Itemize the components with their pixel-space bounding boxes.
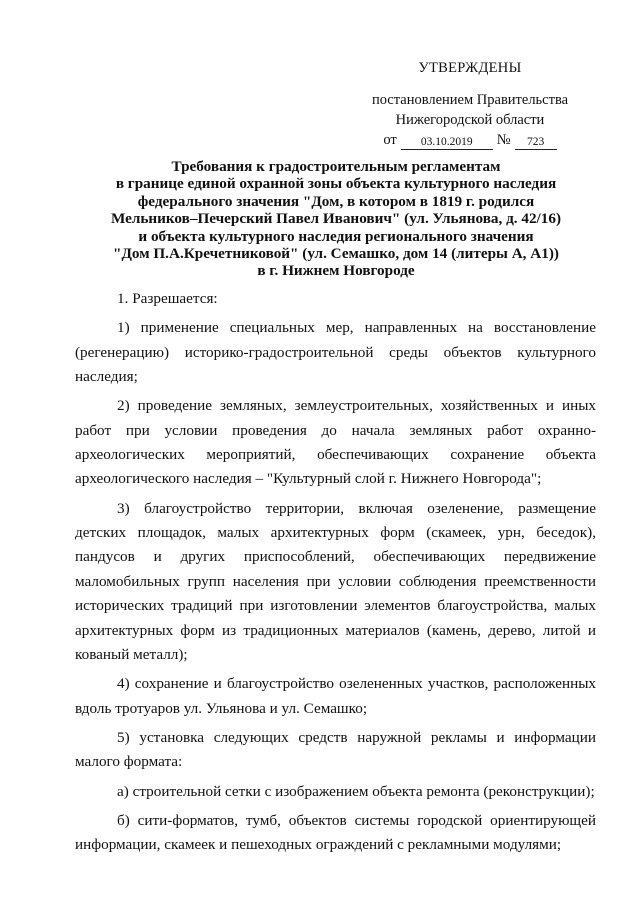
approval-date-row [360, 130, 580, 150]
title-line: в г. Нижнем Новгороде [257, 262, 415, 280]
title-line: Мельников–Печерский Павел Иванович" (ул. Ульянова, д. 42/16) [110, 210, 562, 228]
paragraph-item-4: 4) сохранение и благоустройство озелененных участков, расположенных вдоль тротуаров ул. Ульянова и ул. Семашко; [75, 675, 596, 717]
paragraph-item-3: 3) благоустройство территории, включая озеленение, размещение детских площадок, малых архитектурных форм (скамеек, урн, беседок), пандусов и других приспособлений, обеспечивающих передвижение маломобильных групп населения при условии соблюдения преемственности исторических традиций при изготовлении элементов благоустройства, малых архитектурных форм из традиционных материалов (камень, дерево, литой и кованый металл); [75, 499, 596, 664]
paragraph-subitem-a: а) строительной сетки с изображением объекта ремонта (реконструкции); [117, 782, 595, 800]
paragraph-subitem-b: б) сити-форматов, тумб, объектов системы городской ориентирующей информации, скамеек и пешеходных ограждений с рекламными модулями; [75, 811, 596, 854]
date-prefix: от [383, 132, 397, 148]
approval-resolution-line: постановлением Правительства [371, 92, 569, 108]
paragraph-item-2: 2) проведение земляных, землеустроительных, хозяйственных и иных работ при условии проведения до начала земляных работ охранно-археологических мероприятий, обеспечивающих сохранение объекта археологического наследия – "Культурный слой г. Нижнего Новгорода"; [75, 397, 596, 488]
approval-block [360, 58, 580, 150]
approval-number: 723 [515, 135, 557, 150]
number-sign: № [496, 132, 511, 148]
approval-region-line: Нижегородской области [395, 112, 545, 128]
title-line: и объекта культурного наследия регионального значения [138, 227, 534, 245]
document-title [88, 158, 584, 280]
title-line: Требования к градостроительным регламентам [171, 158, 501, 175]
title-line: федерального значения "Дом, в котором в 1819 г. родился [137, 192, 535, 210]
approval-date: 03.10.2019 [401, 135, 493, 150]
document-body [75, 287, 596, 862]
paragraph-item-5: 5) установка следующих средств наружной рекламы и информации малого формата: [75, 728, 596, 771]
approval-stamp: УТВЕРЖДЕНЫ [418, 60, 522, 76]
paragraph-item-1: 1) применение специальных мер, направленных на восстановление (регенерацию) историко-градостроительной среды объектов культурного наследия; [75, 319, 596, 386]
title-line: в границе единой охранной зоны объекта культурного наследия [115, 175, 557, 193]
section-heading: 1. Разрешается: [117, 290, 218, 307]
title-line: "Дом П.А.Кречетниковой" (ул. Семашко, дом 14 (литеры А, А1)) [113, 245, 559, 263]
